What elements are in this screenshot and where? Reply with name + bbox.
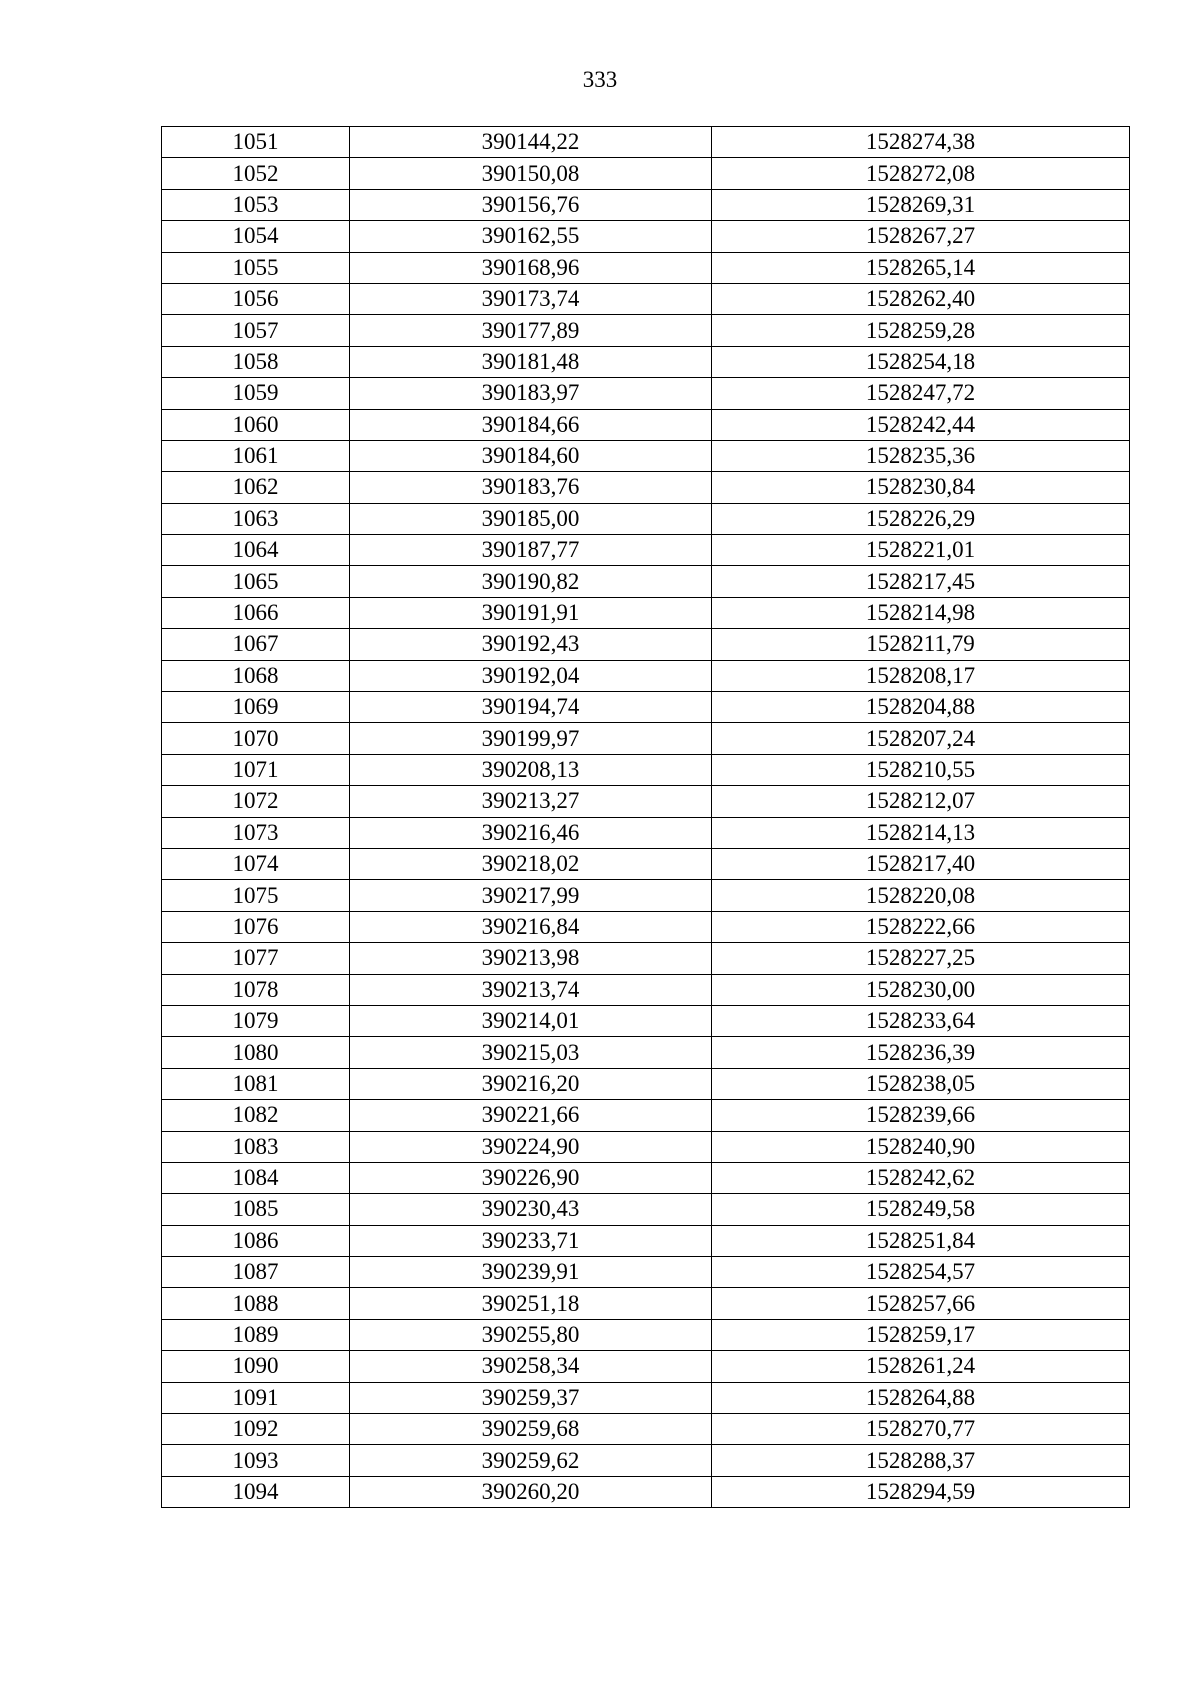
point-number-cell: 1076 — [162, 911, 350, 942]
y-coordinate-cell: 1528236,39 — [712, 1037, 1130, 1068]
y-coordinate-cell: 1528239,66 — [712, 1100, 1130, 1131]
table-row — [162, 378, 1130, 409]
x-coordinate-cell: 390258,34 — [350, 1351, 712, 1382]
x-coordinate-cell: 390251,18 — [350, 1288, 712, 1319]
table-row — [162, 1476, 1130, 1507]
point-number-cell: 1083 — [162, 1131, 350, 1162]
point-number-cell: 1088 — [162, 1288, 350, 1319]
point-number-cell: 1051 — [162, 127, 350, 158]
x-coordinate-cell: 390260,20 — [350, 1476, 712, 1507]
y-coordinate-cell: 1528251,84 — [712, 1225, 1130, 1256]
table-row — [162, 566, 1130, 597]
y-coordinate-cell: 1528272,08 — [712, 158, 1130, 189]
table-row — [162, 535, 1130, 566]
table-row — [162, 692, 1130, 723]
x-coordinate-cell: 390226,90 — [350, 1162, 712, 1193]
y-coordinate-cell: 1528217,45 — [712, 566, 1130, 597]
table-row — [162, 597, 1130, 628]
coordinates-table — [161, 126, 1130, 1508]
point-number-cell: 1089 — [162, 1319, 350, 1350]
x-coordinate-cell: 390217,99 — [350, 880, 712, 911]
y-coordinate-cell: 1528247,72 — [712, 378, 1130, 409]
x-coordinate-cell: 390194,74 — [350, 692, 712, 723]
point-number-cell: 1077 — [162, 943, 350, 974]
table-row — [162, 1288, 1130, 1319]
point-number-cell: 1055 — [162, 252, 350, 283]
point-number-cell: 1079 — [162, 1005, 350, 1036]
y-coordinate-cell: 1528212,07 — [712, 786, 1130, 817]
table-row — [162, 158, 1130, 189]
table-row — [162, 1100, 1130, 1131]
table-row — [162, 409, 1130, 440]
table-row — [162, 346, 1130, 377]
point-number-cell: 1069 — [162, 692, 350, 723]
y-coordinate-cell: 1528242,44 — [712, 409, 1130, 440]
point-number-cell: 1075 — [162, 880, 350, 911]
x-coordinate-cell: 390259,37 — [350, 1382, 712, 1413]
x-coordinate-cell: 390221,66 — [350, 1100, 712, 1131]
table-row — [162, 629, 1130, 660]
x-coordinate-cell: 390255,80 — [350, 1319, 712, 1350]
table-row — [162, 1382, 1130, 1413]
table-row — [162, 911, 1130, 942]
table-row — [162, 974, 1130, 1005]
x-coordinate-cell: 390183,97 — [350, 378, 712, 409]
y-coordinate-cell: 1528259,17 — [712, 1319, 1130, 1350]
point-number-cell: 1084 — [162, 1162, 350, 1193]
table-row — [162, 817, 1130, 848]
point-number-cell: 1092 — [162, 1414, 350, 1445]
point-number-cell: 1078 — [162, 974, 350, 1005]
table-row — [162, 127, 1130, 158]
y-coordinate-cell: 1528210,55 — [712, 754, 1130, 785]
point-number-cell: 1061 — [162, 440, 350, 471]
y-coordinate-cell: 1528288,37 — [712, 1445, 1130, 1476]
x-coordinate-cell: 390213,74 — [350, 974, 712, 1005]
y-coordinate-cell: 1528254,57 — [712, 1257, 1130, 1288]
point-number-cell: 1065 — [162, 566, 350, 597]
y-coordinate-cell: 1528235,36 — [712, 440, 1130, 471]
x-coordinate-cell: 390168,96 — [350, 252, 712, 283]
y-coordinate-cell: 1528226,29 — [712, 503, 1130, 534]
point-number-cell: 1073 — [162, 817, 350, 848]
y-coordinate-cell: 1528240,90 — [712, 1131, 1130, 1162]
table-row — [162, 848, 1130, 879]
x-coordinate-cell: 390184,66 — [350, 409, 712, 440]
x-coordinate-cell: 390214,01 — [350, 1005, 712, 1036]
y-coordinate-cell: 1528264,88 — [712, 1382, 1130, 1413]
y-coordinate-cell: 1528207,24 — [712, 723, 1130, 754]
point-number-cell: 1091 — [162, 1382, 350, 1413]
x-coordinate-cell: 390183,76 — [350, 472, 712, 503]
point-number-cell: 1059 — [162, 378, 350, 409]
point-number-cell: 1081 — [162, 1068, 350, 1099]
table-row — [162, 1194, 1130, 1225]
x-coordinate-cell: 390216,46 — [350, 817, 712, 848]
table-row — [162, 1351, 1130, 1382]
table-row — [162, 1445, 1130, 1476]
point-number-cell: 1054 — [162, 221, 350, 252]
y-coordinate-cell: 1528254,18 — [712, 346, 1130, 377]
y-coordinate-cell: 1528267,27 — [712, 221, 1130, 252]
x-coordinate-cell: 390192,04 — [350, 660, 712, 691]
x-coordinate-cell: 390192,43 — [350, 629, 712, 660]
point-number-cell: 1053 — [162, 189, 350, 220]
table-row — [162, 943, 1130, 974]
point-number-cell: 1087 — [162, 1257, 350, 1288]
point-number-cell: 1085 — [162, 1194, 350, 1225]
x-coordinate-cell: 390184,60 — [350, 440, 712, 471]
table-row — [162, 660, 1130, 691]
x-coordinate-cell: 390215,03 — [350, 1037, 712, 1068]
point-number-cell: 1071 — [162, 754, 350, 785]
point-number-cell: 1058 — [162, 346, 350, 377]
y-coordinate-cell: 1528211,79 — [712, 629, 1130, 660]
page-number: 333 — [582, 67, 618, 92]
x-coordinate-cell: 390187,77 — [350, 535, 712, 566]
table-row — [162, 723, 1130, 754]
x-coordinate-cell: 390224,90 — [350, 1131, 712, 1162]
point-number-cell: 1063 — [162, 503, 350, 534]
y-coordinate-cell: 1528230,00 — [712, 974, 1130, 1005]
x-coordinate-cell: 390259,62 — [350, 1445, 712, 1476]
table-row — [162, 1319, 1130, 1350]
x-coordinate-cell: 390233,71 — [350, 1225, 712, 1256]
y-coordinate-cell: 1528204,88 — [712, 692, 1130, 723]
y-coordinate-cell: 1528269,31 — [712, 189, 1130, 220]
point-number-cell: 1064 — [162, 535, 350, 566]
x-coordinate-cell: 390259,68 — [350, 1414, 712, 1445]
point-number-cell: 1057 — [162, 315, 350, 346]
table-row — [162, 880, 1130, 911]
x-coordinate-cell: 390162,55 — [350, 221, 712, 252]
x-coordinate-cell: 390208,13 — [350, 754, 712, 785]
table-row — [162, 283, 1130, 314]
y-coordinate-cell: 1528270,77 — [712, 1414, 1130, 1445]
x-coordinate-cell: 390150,08 — [350, 158, 712, 189]
x-coordinate-cell: 390230,43 — [350, 1194, 712, 1225]
point-number-cell: 1090 — [162, 1351, 350, 1382]
table-row — [162, 315, 1130, 346]
point-number-cell: 1086 — [162, 1225, 350, 1256]
y-coordinate-cell: 1528262,40 — [712, 283, 1130, 314]
y-coordinate-cell: 1528208,17 — [712, 660, 1130, 691]
table-row — [162, 472, 1130, 503]
y-coordinate-cell: 1528242,62 — [712, 1162, 1130, 1193]
y-coordinate-cell: 1528238,05 — [712, 1068, 1130, 1099]
x-coordinate-cell: 390199,97 — [350, 723, 712, 754]
point-number-cell: 1070 — [162, 723, 350, 754]
x-coordinate-cell: 390213,98 — [350, 943, 712, 974]
point-number-cell: 1080 — [162, 1037, 350, 1068]
point-number-cell: 1093 — [162, 1445, 350, 1476]
table-row — [162, 1414, 1130, 1445]
table-row — [162, 221, 1130, 252]
y-coordinate-cell: 1528217,40 — [712, 848, 1130, 879]
x-coordinate-cell: 390156,76 — [350, 189, 712, 220]
table-row — [162, 1037, 1130, 1068]
point-number-cell: 1082 — [162, 1100, 350, 1131]
coordinates-table-body — [162, 127, 1130, 1508]
point-number-cell: 1074 — [162, 848, 350, 879]
point-number-cell: 1066 — [162, 597, 350, 628]
y-coordinate-cell: 1528222,66 — [712, 911, 1130, 942]
y-coordinate-cell: 1528221,01 — [712, 535, 1130, 566]
y-coordinate-cell: 1528274,38 — [712, 127, 1130, 158]
y-coordinate-cell: 1528265,14 — [712, 252, 1130, 283]
point-number-cell: 1056 — [162, 283, 350, 314]
point-number-cell: 1060 — [162, 409, 350, 440]
table-row — [162, 786, 1130, 817]
x-coordinate-cell: 390190,82 — [350, 566, 712, 597]
y-coordinate-cell: 1528257,66 — [712, 1288, 1130, 1319]
x-coordinate-cell: 390213,27 — [350, 786, 712, 817]
x-coordinate-cell: 390216,84 — [350, 911, 712, 942]
x-coordinate-cell: 390144,22 — [350, 127, 712, 158]
point-number-cell: 1052 — [162, 158, 350, 189]
y-coordinate-cell: 1528261,24 — [712, 1351, 1130, 1382]
point-number-cell: 1062 — [162, 472, 350, 503]
y-coordinate-cell: 1528233,64 — [712, 1005, 1130, 1036]
x-coordinate-cell: 390173,74 — [350, 283, 712, 314]
table-row — [162, 503, 1130, 534]
table-row — [162, 1068, 1130, 1099]
y-coordinate-cell: 1528259,28 — [712, 315, 1130, 346]
table-row — [162, 1131, 1130, 1162]
point-number-cell: 1072 — [162, 786, 350, 817]
x-coordinate-cell: 390185,00 — [350, 503, 712, 534]
y-coordinate-cell: 1528214,98 — [712, 597, 1130, 628]
x-coordinate-cell: 390216,20 — [350, 1068, 712, 1099]
x-coordinate-cell: 390218,02 — [350, 848, 712, 879]
table-row — [162, 440, 1130, 471]
table-row — [162, 1005, 1130, 1036]
table-row — [162, 189, 1130, 220]
y-coordinate-cell: 1528294,59 — [712, 1476, 1130, 1507]
table-row — [162, 1162, 1130, 1193]
y-coordinate-cell: 1528214,13 — [712, 817, 1130, 848]
table-row — [162, 252, 1130, 283]
table-row — [162, 754, 1130, 785]
table-row — [162, 1225, 1130, 1256]
point-number-cell: 1094 — [162, 1476, 350, 1507]
x-coordinate-cell: 390191,91 — [350, 597, 712, 628]
point-number-cell: 1068 — [162, 660, 350, 691]
y-coordinate-cell: 1528230,84 — [712, 472, 1130, 503]
point-number-cell: 1067 — [162, 629, 350, 660]
x-coordinate-cell: 390239,91 — [350, 1257, 712, 1288]
y-coordinate-cell: 1528227,25 — [712, 943, 1130, 974]
x-coordinate-cell: 390181,48 — [350, 346, 712, 377]
table-row — [162, 1257, 1130, 1288]
y-coordinate-cell: 1528249,58 — [712, 1194, 1130, 1225]
y-coordinate-cell: 1528220,08 — [712, 880, 1130, 911]
x-coordinate-cell: 390177,89 — [350, 315, 712, 346]
